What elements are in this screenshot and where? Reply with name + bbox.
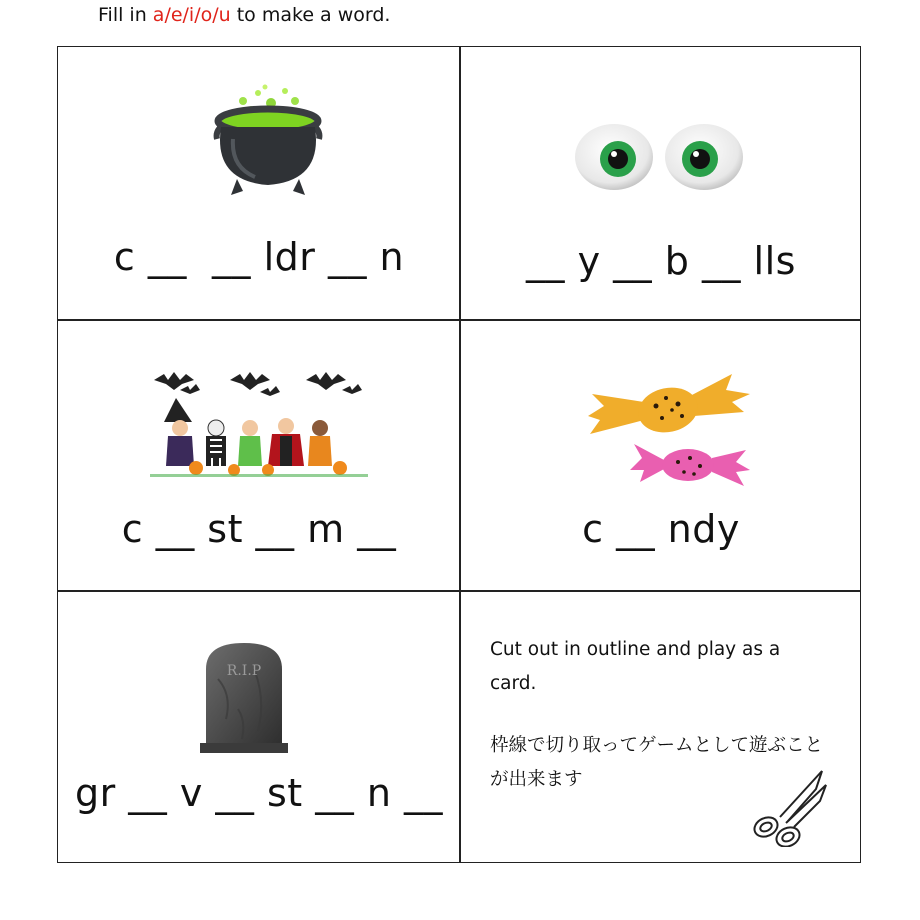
card-gravestone — [58, 591, 460, 862]
instruction-suffix: to make a word. — [230, 4, 391, 26]
card-candy — [460, 320, 862, 590]
card-cauldron — [58, 47, 460, 319]
note-japanese: 枠線で切り取ってゲームとして遊ぶことが出来ます — [490, 735, 824, 790]
card-grid — [57, 46, 861, 863]
note-english: Cut out in outline and play as a card. — [490, 639, 781, 694]
card-word: c __ st __ m __ — [121, 507, 397, 551]
card-word: __ y __ b __ lls — [526, 239, 796, 283]
instruction-prefix: Fill in — [98, 4, 153, 26]
candy-icon — [586, 372, 752, 492]
eyeballs-icon — [574, 121, 746, 193]
card-word: c __ __ ldr __ n — [113, 235, 405, 279]
card-word: c __ ndy — [582, 507, 740, 551]
card-word: gr __ v __ st __ n __ — [74, 771, 444, 815]
cauldron-icon — [203, 81, 333, 201]
card-eyeballs — [460, 47, 862, 319]
card-note — [460, 591, 862, 862]
instruction-text — [98, 4, 390, 26]
gravestone-engraving: R.I.P — [226, 663, 262, 679]
card-costume — [58, 320, 460, 590]
scissors-icon — [750, 767, 828, 847]
costume-kids-icon — [150, 368, 368, 478]
gravestone-icon — [198, 639, 290, 755]
instruction-vowels: a/e/i/o/u — [152, 4, 231, 26]
